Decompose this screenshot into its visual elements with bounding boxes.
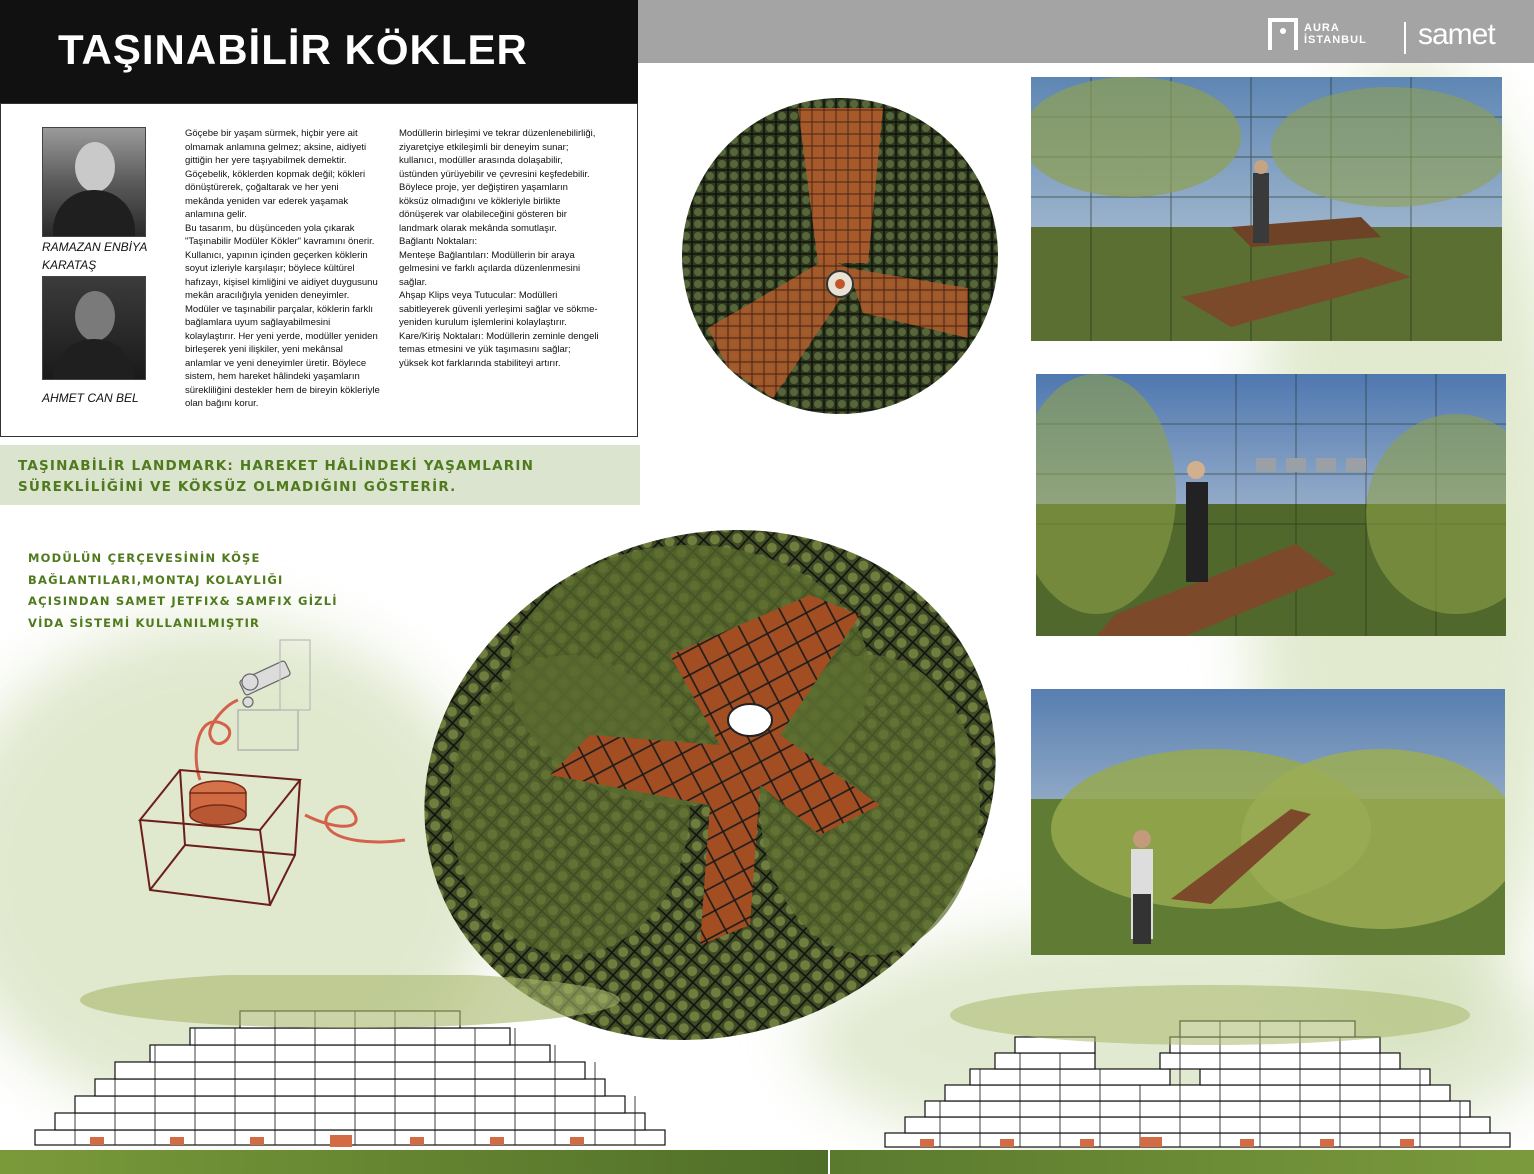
module-detail-drawing: [130, 630, 420, 910]
ground-strip-right: [830, 1150, 1534, 1174]
aura-mark-icon: [1268, 18, 1298, 50]
description-column-1: Göçebe bir yaşam sürmek, hiçbir yere ait olmamak anlamına gelmez; aksine, aidiyeti gittiğin her yere taşıyabilmek demektir. Göçebelik, köklerden kopmak değil; kökleri dönüştürerek, çoğaltarak ve her yeni mekânda yeniden var ederek yaşamak anlamına gelir. Bu tasarım, bu düşünceden yola çıkarak "Taşınabilir Modüler Kökler" kavramını önerir. Kullanıcı, yapının içinden geçerken köklerin soyut izleriyle karşılaşır; böylece kültürel hafızayı, kişisel kimliğini ve aidiyet duygusunu mekân aracılığıyla yeniden deneyimler. Modüler ve taşınabilir parçalar, köklerin farklı bağlamlara uyum sağlayabilmesini kolaylaştırır. Her yeni yerde, modüller yeniden birleşerek yeni ilişkiler, yeni mekânsal anlamlar ve yeni deneyimler üretir. Böylece sistem, hem hareket hâlindeki yaşamların sürekliliğini destekler hem de bireyin kökleriyle olan bağını korur.: [185, 128, 380, 409]
render-image-1: [1031, 77, 1502, 341]
author-name-1: RAMAZAN ENBİYA KARATAŞ: [42, 240, 147, 272]
render-image-3: [1031, 689, 1505, 955]
page-title: TAŞINABİLİR KÖKLER: [58, 26, 528, 73]
render-image-2: [1036, 374, 1506, 636]
ground-strip-left: [0, 1150, 828, 1174]
logo-divider: [1404, 22, 1406, 54]
section-drawing-left: [30, 975, 670, 1150]
connection-detail-note: MODÜLÜN ÇERÇEVESİNİN KÖŞE BAĞLANTILARI,MONTAJ KOLAYLIĞI AÇISINDAN SAMET JETFIX& SAMFIX GİZLİ VİDA SİSTEMİ KULLANILMIŞTIR: [28, 551, 338, 630]
axonometric-model: [400, 505, 1010, 1045]
header-strip: [638, 0, 1534, 63]
aura-istanbul-logo: [1268, 18, 1367, 50]
plan-drawing: [668, 98, 1018, 418]
aura-logo-line2: İSTANBUL: [1304, 34, 1367, 46]
description-column-2: Modüllerin birleşimi ve tekrar düzenlenebilirliği, ziyaretçiye etkileşimli bir deneyim sunar; kullanıcı, modüller arasında dolaşabilir, üstünden yürüyebilir ve çevresini keşfedebilir. Böylece proje, yer değiştiren yaşamların köksüz olmadığını ve kökleriyle birlikte dönüşerek var olabileceğini gösteren bir landmark olarak mekânda somutlaşır. Bağlantı Noktaları: Menteşe Bağlantıları: Modüllerin bir araya gelmesini ve farklı açılarda düzenlenmesini sağlar. Ahşap Klips veya Tutucular: Modülleri sabitleyerek güvenli yerleşimi sağlar ve sökme-yeniden kurulum işlemlerini kolaylaştırır. Kare/Kiriş Noktaları: Modüllerin zeminle dengeli temas etmesini ve yük taşımasını sağlar; yüksek kot farklarında stabiliteyi artırır.: [399, 128, 599, 369]
samet-logo: samet: [1418, 18, 1495, 51]
landmark-statement: TAŞINABİLİR LANDMARK: HAREKET HÂLİNDEKİ YAŞAMLARIN SÜREKLİLİĞİNİ VE KÖKSÜZ OLMADIĞINI GÖSTERİR.: [18, 458, 535, 495]
author-photo-2: [42, 276, 146, 380]
author-name-2: AHMET CAN BEL: [42, 391, 139, 405]
author-photo-1: [42, 127, 146, 237]
section-drawing-right: [880, 985, 1520, 1150]
aura-logo-line1: AURA: [1304, 22, 1340, 34]
